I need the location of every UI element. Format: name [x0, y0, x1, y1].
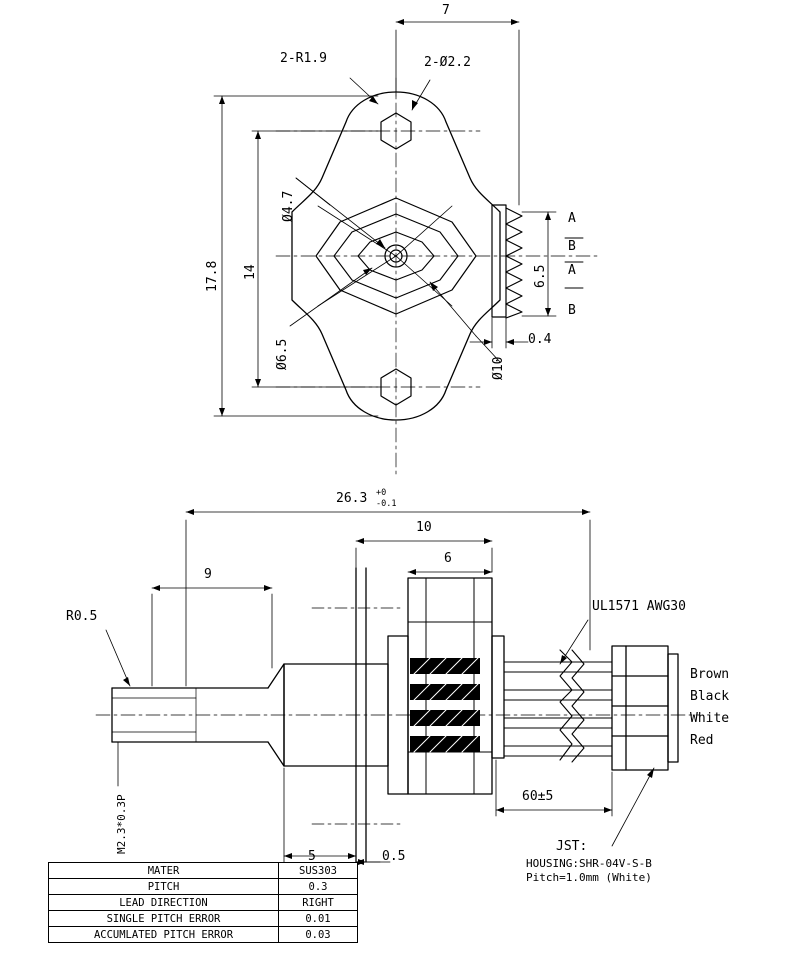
jst-pitch: Pitch=1.0mm (White)	[526, 871, 652, 884]
dim-label-M2.3: M2.3*0.3P	[115, 794, 128, 854]
centerlines-top-view	[276, 78, 600, 478]
table-row	[49, 911, 358, 927]
leader-D4.7	[296, 178, 385, 248]
dim-label-6.5: 6.5	[533, 264, 548, 288]
phase-label-b2: B	[568, 303, 576, 318]
table-row	[49, 895, 358, 911]
dim-label-60: 60±5	[522, 789, 554, 804]
dim-6	[408, 569, 492, 600]
spec-value-mater: SUS303	[279, 863, 358, 879]
dim-7-top	[396, 19, 519, 205]
dim-26.3-lower-tol: -0.1	[376, 499, 397, 509]
dim-0.4	[470, 318, 528, 348]
spec-value-accumlated-pitch-error: 0.03	[279, 927, 358, 943]
wire-break-marks	[560, 650, 584, 762]
dim-14	[252, 131, 378, 387]
dim-label-R0.5: R0.5	[66, 609, 98, 624]
wire-color-brown: Brown	[690, 667, 730, 682]
spec-value-pitch: 0.3	[279, 879, 358, 895]
wire-color-red: Red	[690, 733, 714, 748]
dim-label-D4.7: Ø4.7	[281, 190, 296, 222]
dim-label-D10: Ø10	[491, 356, 506, 380]
dim-label-14: 14	[243, 264, 258, 280]
jst-housing: HOUSING:SHR-04V-S-B	[526, 857, 652, 870]
dim-label-17.8: 17.8	[205, 260, 220, 292]
leader-R0.5	[106, 630, 130, 686]
wire-color-black: Black	[690, 689, 730, 704]
spec-value-lead-direction: RIGHT	[279, 895, 358, 911]
contact-blocks	[410, 658, 480, 752]
leader-JST	[612, 768, 654, 846]
table-row	[49, 879, 358, 895]
leader-D10	[430, 282, 500, 362]
side-teeth-profile	[492, 205, 522, 318]
spec-key-mater: MATER	[49, 863, 279, 879]
spec-key-single-pitch-error: SINGLE PITCH ERROR	[49, 911, 279, 927]
dim-26.3-upper-tol: +0	[376, 488, 387, 498]
wire-spec-label: UL1571 AWG30	[592, 599, 686, 614]
spec-key-pitch: PITCH	[49, 879, 279, 895]
dim-label-0.5: 0.5	[382, 849, 406, 864]
dim-label-0.4: 0.4	[528, 332, 552, 347]
phase-label-a2: A	[568, 263, 576, 278]
dim-9	[152, 585, 272, 686]
spec-key-lead-direction: LEAD DIRECTION	[49, 895, 279, 911]
dim-label-D6.5: Ø6.5	[275, 338, 290, 370]
dim-label-2-R1.9: 2-R1.9	[280, 51, 327, 66]
dim-label-5: 5	[308, 849, 316, 864]
phase-label-a1: A	[568, 211, 576, 226]
dim-label-7: 7	[442, 3, 450, 18]
table-row	[49, 927, 358, 943]
dim-60	[496, 760, 612, 816]
spec-key-accumlated-pitch-error: ACCUMLATED PITCH ERROR	[49, 927, 279, 943]
leader-UL1571	[560, 620, 588, 664]
dim-label-26.3: 26.3	[336, 491, 368, 506]
dim-label-9: 9	[204, 567, 212, 582]
dim-10	[356, 538, 492, 572]
spec-value-single-pitch-error: 0.01	[279, 911, 358, 927]
wire-color-white: White	[690, 711, 730, 726]
dim-label-10: 10	[416, 520, 432, 535]
dim-label-2-D2.2: 2-Ø2.2	[424, 55, 471, 70]
dim-label-6: 6	[444, 551, 452, 566]
table-row	[49, 863, 358, 879]
wire-bundle	[504, 662, 612, 756]
spec-table	[48, 862, 358, 943]
dim-5	[284, 768, 356, 862]
jst-title: JST:	[556, 839, 588, 854]
jst-connector	[612, 646, 678, 770]
phase-label-b1: B	[568, 239, 576, 254]
